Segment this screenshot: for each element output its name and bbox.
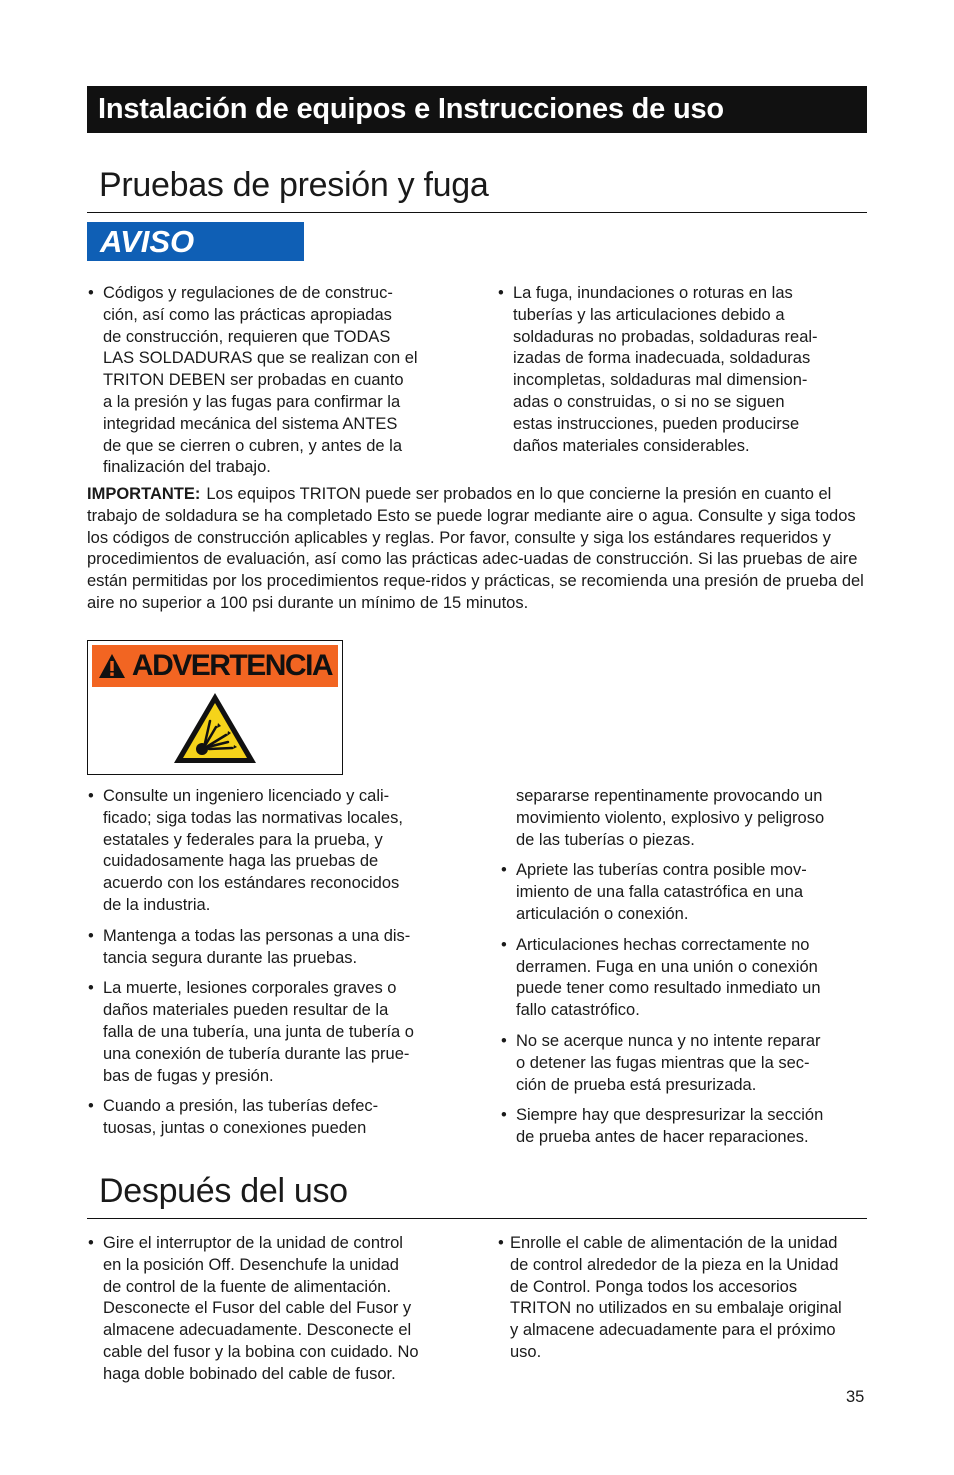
warning-box xyxy=(87,640,343,775)
alert-triangle-icon xyxy=(98,653,126,679)
list-item: • Gire el interruptor de la unidad de control en la posición Off. Desenchufe la unidad de control de la fuente de alimentación. Desconecte el Fusor del cable del Fusor y almacene adecuadamente. Desconecte el cable del fusor y la bobina con cuidado. No haga doble bobinado del cable de fusor. xyxy=(87,1233,467,1386)
list-item: • Apriete las tuberías contra posible mov- imiento de una falla catastrófica en una articulación o conexión. xyxy=(500,860,880,925)
list-item: • La fuga, inundaciones o roturas en las tuberías y las articulaciones debido a soldaduras no probadas, soldaduras real- izadas de forma inadecuada, soldaduras incompletas, soldaduras mal dimension- adas o construidas, o si no se siguen estas instrucciones, pueden producirse daños materiales considerables. xyxy=(497,283,877,457)
list-item: • Articulaciones hechas correctamente no derramen. Fuga en una unión o conexión puede tener como resultado inmediato un fallo catastrófico. xyxy=(500,935,880,1022)
list-item: • La muerte, lesiones corporales graves o daños materiales pueden resultar de la falla de una tubería, una junta de tubería o una conexión de tubería durante las prue- bas de fugas y presión. xyxy=(87,978,467,1087)
warning-label: ADVERTENCIA xyxy=(131,649,333,682)
section-title-despues: Después del uso xyxy=(87,1172,867,1219)
header-banner xyxy=(87,86,867,133)
important-label: IMPORTANTE: xyxy=(87,485,201,503)
warning-right-column xyxy=(500,786,880,1158)
despues-left-column xyxy=(87,1233,467,1395)
important-text: Los equipos TRITON puede ser probados en lo que concierne la presión en cuanto el trabajo de soldadura se ha completado Esto se puede lograr mediante aire o agua. Consulte y siga todos los códigos de construcción aplicables y reglas. Por favor, consulte y siga los estándares requeridos y procedimientos de evaluación, así como las prácticas adec-uadas de construcción. Si las pruebas de aire están permitidas por los procedimientos reque-ridos y prácticas, se recomienda una presión de prueba del aire no superior a 100 psi durante un mínimo de 15 minutos. xyxy=(87,485,864,612)
list-item: • No se acerque nunca y no intente reparar o detener las fugas mientras que la sec- ción de prueba está presurizada. xyxy=(500,1031,880,1096)
section-title-pruebas: Pruebas de presión y fuga xyxy=(87,166,867,213)
list-item: • Enrolle el cable de alimentación de la unidad de control alrededor de la pieza en la Unidad de Control. Ponga todos los accesorios TRITON no utilizados en su embalaje original y almacene adecuadamente para el próximo uso. xyxy=(497,1233,877,1364)
explosion-hazard-icon xyxy=(172,691,258,765)
list-item: • Códigos y regulaciones de de construc- ción, así como las prácticas apropiadas de construcción, requieren que TODAS LAS SOLDADURAS que se realizan con el TRITON DEBEN ser probadas en cuanto a la presión y las fugas para confirmar la integridad mecánica del sistema ANTES de que se cierren o cubren, y antes de la finalización del trabajo. xyxy=(87,283,467,479)
page-number: 35 xyxy=(846,1388,865,1406)
pruebas-right-column xyxy=(497,283,877,466)
list-item: • Consulte un ingeniero licenciado y cali- ficado; siga todas las normativas locales, estatales y federales para la prueba, y cuidadosamente haga las pruebas de acuerdo con los estándares reconocidos de la industria. xyxy=(87,786,467,917)
aviso-banner: AVISO xyxy=(87,222,304,261)
list-item: • Siempre hay que despresurizar la sección de prueba antes de hacer reparaciones. xyxy=(500,1105,880,1149)
header-title: Instalación de equipos e Instrucciones de uso xyxy=(98,93,724,125)
warning-banner xyxy=(92,645,338,687)
important-paragraph xyxy=(87,484,873,615)
pruebas-left-column xyxy=(87,283,467,488)
despues-right-column xyxy=(497,1233,877,1373)
list-item: • Cuando a presión, las tuberías defec- tuosas, juntas o conexiones pueden xyxy=(87,1096,467,1140)
warning-left-column xyxy=(87,786,467,1149)
list-item: • Mantenga a todas las personas a una dis- tancia segura durante las pruebas. xyxy=(87,926,467,970)
list-item-continuation: separarse repentinamente provocando un movimiento violento, explosivo y peligroso de las tuberías o piezas. xyxy=(516,787,825,849)
